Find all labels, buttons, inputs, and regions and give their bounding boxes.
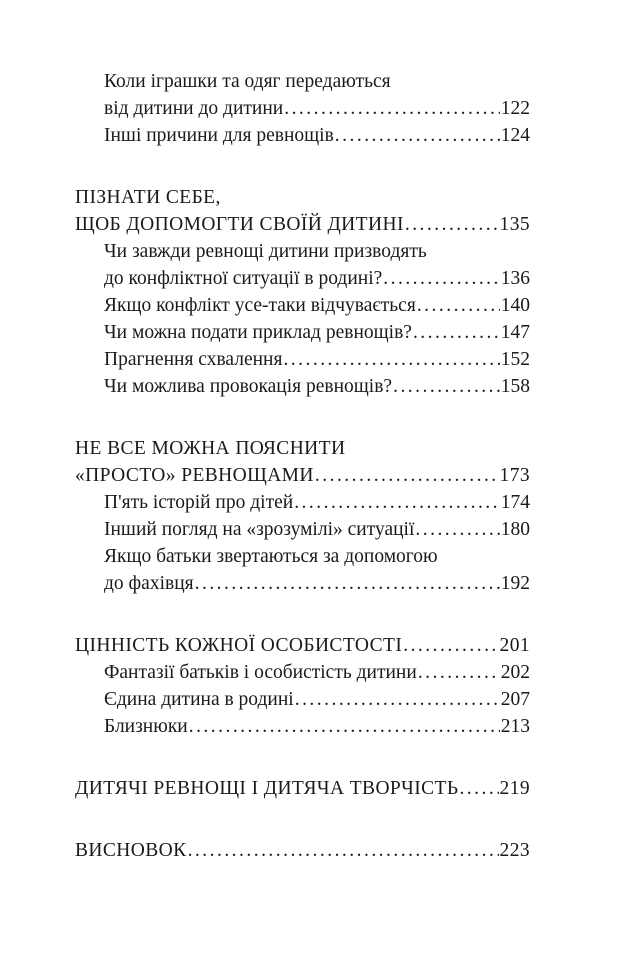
section-spacer [75, 176, 530, 184]
toc-page-number: 223 [499, 840, 530, 861]
chapter-entry[interactable] [75, 632, 530, 659]
toc-entry-text: Близнюки [104, 716, 188, 737]
section-spacer [75, 740, 530, 767]
chapter-entry[interactable] [75, 837, 530, 864]
chapter-title: ДИТЯЧІ РЕВНОЩІ І ДИТЯЧА ТВОРЧІСТЬ [75, 778, 459, 799]
dot-leader [294, 489, 500, 516]
toc-page-number: 192 [500, 573, 530, 594]
dot-leader [283, 346, 499, 373]
toc-entry[interactable] [75, 686, 530, 713]
toc-entry[interactable] [75, 319, 530, 346]
toc-entry-text: до фахівця [104, 573, 194, 594]
section-spacer [75, 597, 530, 624]
toc-entry-text: Чи можна подати приклад ревнощів? [104, 322, 412, 343]
toc-page-number: 173 [499, 465, 530, 486]
toc-page-number: 180 [500, 519, 530, 540]
dot-leader [418, 659, 500, 686]
toc-entry-text: Якщо батьки звертаються за допомогою [104, 546, 438, 567]
toc-entry[interactable] [75, 489, 530, 516]
dot-leader [315, 462, 499, 489]
dot-leader [383, 265, 499, 292]
dot-leader [195, 570, 500, 597]
toc-page-number: 174 [500, 492, 530, 513]
toc-entry[interactable] [75, 292, 530, 319]
toc-entry-text: Коли іграшки та одяг передаються [104, 71, 391, 92]
section-spacer [75, 829, 530, 837]
toc-page-number: 201 [499, 635, 530, 656]
section-spacer [75, 149, 530, 176]
section-spacer [75, 624, 530, 632]
toc-entry-text: Інший погляд на «зрозумілі» ситуації [104, 519, 415, 540]
chapter-title-line [75, 184, 530, 211]
toc-entry-text: від дитини до дитини [104, 98, 284, 119]
toc-entry-text: П'ять історій про дітей [104, 492, 294, 513]
toc-entry[interactable] [75, 265, 530, 292]
dot-leader [403, 632, 498, 659]
toc-entry[interactable] [75, 516, 530, 543]
toc-entry[interactable] [75, 346, 530, 373]
toc-page-number: 207 [500, 689, 530, 710]
toc-page-number: 140 [500, 295, 530, 316]
toc-entry[interactable] [75, 713, 530, 740]
toc-entry[interactable] [75, 659, 530, 686]
chapter-title: НЕ ВСЕ МОЖНА ПОЯСНИТИ [75, 438, 346, 459]
chapter-title: «ПРОСТО» РЕВНОЩАМИ [75, 465, 314, 486]
dot-leader [393, 373, 500, 400]
chapter-title: ВИСНОВОК [75, 840, 187, 861]
toc-page-number: 122 [500, 98, 530, 119]
toc-entry-text: Єдина дитина в родині [104, 689, 294, 710]
chapter-title-line [75, 435, 530, 462]
chapter-title: ЩОБ ДОПОМОГТИ СВОЇЙ ДИТИНІ [75, 214, 404, 235]
chapter-title: ПІЗНАТИ СЕБЕ, [75, 187, 221, 208]
dot-leader [188, 837, 499, 864]
toc-entry[interactable] [75, 570, 530, 597]
toc-page-number: 158 [500, 376, 530, 397]
section-spacer [75, 427, 530, 435]
section-spacer [75, 802, 530, 829]
toc-entry-text: Інші причини для ревнощів [104, 125, 334, 146]
chapter-entry[interactable] [75, 462, 530, 489]
toc-page-number: 136 [500, 268, 530, 289]
dot-leader [335, 122, 500, 149]
toc-entry-line [75, 68, 530, 95]
toc-entry-text: до конфліктної ситуації в родині? [104, 268, 383, 289]
toc-entry[interactable] [75, 373, 530, 400]
toc-page-number: 219 [499, 778, 530, 799]
toc-entry-text: Якщо конфлікт усе-таки відчувається [104, 295, 416, 316]
table-of-contents [75, 68, 530, 864]
chapter-entry[interactable] [75, 211, 530, 238]
dot-leader [405, 211, 499, 238]
dot-leader [189, 713, 500, 740]
chapter-title: ЦІННІСТЬ КОЖНОЇ ОСОБИСТОСТІ [75, 635, 403, 656]
toc-page-number: 152 [500, 349, 530, 370]
toc-entry-text: Фантазії батьків і особистість дитини [104, 662, 417, 683]
dot-leader [415, 516, 499, 543]
toc-entry-text: Чи можлива провокація ревнощів? [104, 376, 393, 397]
dot-leader [284, 95, 500, 122]
toc-entry-line [75, 543, 530, 570]
chapter-entry[interactable] [75, 775, 530, 802]
section-spacer [75, 767, 530, 775]
dot-leader [417, 292, 500, 319]
section-spacer [75, 400, 530, 427]
dot-leader [295, 686, 500, 713]
toc-page-number: 147 [500, 322, 530, 343]
toc-entry-text: Прагнення схвалення [104, 349, 283, 370]
toc-entry-line [75, 238, 530, 265]
toc-entry-text: Чи завжди ревнощі дитини призводять [104, 241, 427, 262]
toc-entry[interactable] [75, 95, 530, 122]
toc-entry[interactable] [75, 122, 530, 149]
dot-leader [413, 319, 500, 346]
toc-page-number: 135 [499, 214, 530, 235]
dot-leader [459, 775, 498, 802]
toc-page-number: 213 [500, 716, 530, 737]
toc-page-number: 202 [500, 662, 530, 683]
toc-page-number: 124 [500, 125, 530, 146]
